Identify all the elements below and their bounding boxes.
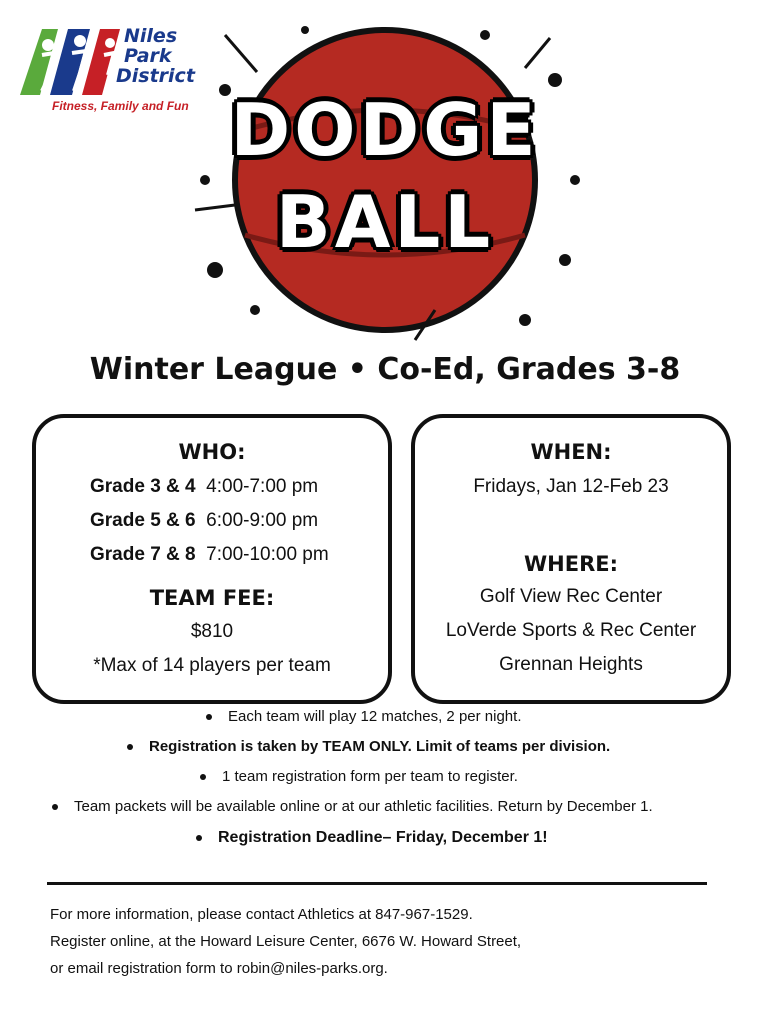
team-fee-amount: $810 (190, 621, 234, 642)
contact-line: For more information, please contact Athletics at 847-967-1529. (50, 906, 473, 923)
when-value: Fridays, Jan 12-Feb 23 (473, 476, 669, 497)
who-fee-box (32, 414, 392, 704)
info-bullet (206, 708, 521, 725)
deadline-bullet (196, 829, 548, 847)
logo-word-district: District (116, 65, 195, 87)
bullet-text: Registration is taken by TEAM ONLY. Limit of teams per division. (149, 738, 611, 755)
schedule-time: 7:00-10:00 pm (206, 544, 329, 565)
bullet-dot-icon (206, 714, 212, 720)
league-subtitle: Winter League • Co-Ed, Grades 3-8 (89, 352, 681, 387)
logo-word-niles: Niles (124, 25, 178, 47)
bullet-text: Team packets will be available online or at our athletic facilities. Return by December 1. (74, 798, 653, 815)
location-item: Golf View Rec Center (479, 586, 663, 607)
dodgeball-ball-icon (185, 10, 585, 345)
info-bullet (127, 738, 610, 755)
max-players-note: *Max of 14 players per team (93, 655, 331, 676)
schedule-row (90, 476, 318, 498)
schedule-row (90, 544, 329, 566)
where-heading: WHERE: (524, 552, 618, 576)
logo-figures-icon (20, 25, 125, 97)
location-item: Grennan Heights (499, 654, 643, 675)
schedule-grade: Grade 5 & 6 (90, 510, 196, 531)
info-bullet (52, 798, 653, 815)
dodgeball-hero (185, 10, 585, 345)
hero-title-dodge: DODGE (230, 88, 540, 172)
bullet-dot-icon (196, 835, 202, 841)
schedule-time: 4:00-7:00 pm (206, 476, 319, 497)
bullet-dot-icon (200, 774, 206, 780)
hero-title-ball: BALL (275, 180, 495, 264)
when-where-box (411, 414, 731, 704)
info-bullet (200, 768, 518, 785)
schedule-time: 6:00-9:00 pm (206, 510, 319, 531)
bullet-dot-icon (52, 804, 58, 810)
schedule-grade: Grade 7 & 8 (90, 544, 196, 565)
divider (47, 882, 707, 885)
team-fee-heading: TEAM FEE: (149, 586, 275, 610)
contact-line: or email registration form to robin@niles-parks.org. (50, 960, 388, 977)
schedule-row (90, 510, 318, 532)
bullet-text: 1 team registration form per team to register. (222, 768, 518, 785)
niles-park-district-logo (20, 25, 200, 120)
contact-line: Register online, at the Howard Leisure Center, 6676 W. Howard Street, (50, 933, 522, 950)
bullet-text: Each team will play 12 matches, 2 per night. (228, 708, 522, 725)
bullet-dot-icon (127, 744, 133, 750)
schedule-grade: Grade 3 & 4 (90, 476, 196, 497)
who-heading: WHO: (178, 440, 246, 464)
location-item: LoVerde Sports & Rec Center (445, 620, 697, 641)
bullet-text: Registration Deadline– Friday, December 1! (218, 829, 548, 846)
logo-tagline: Fitness, Family and Fun (52, 99, 189, 113)
logo-word-park: Park (124, 45, 172, 67)
when-heading: WHEN: (530, 440, 612, 464)
